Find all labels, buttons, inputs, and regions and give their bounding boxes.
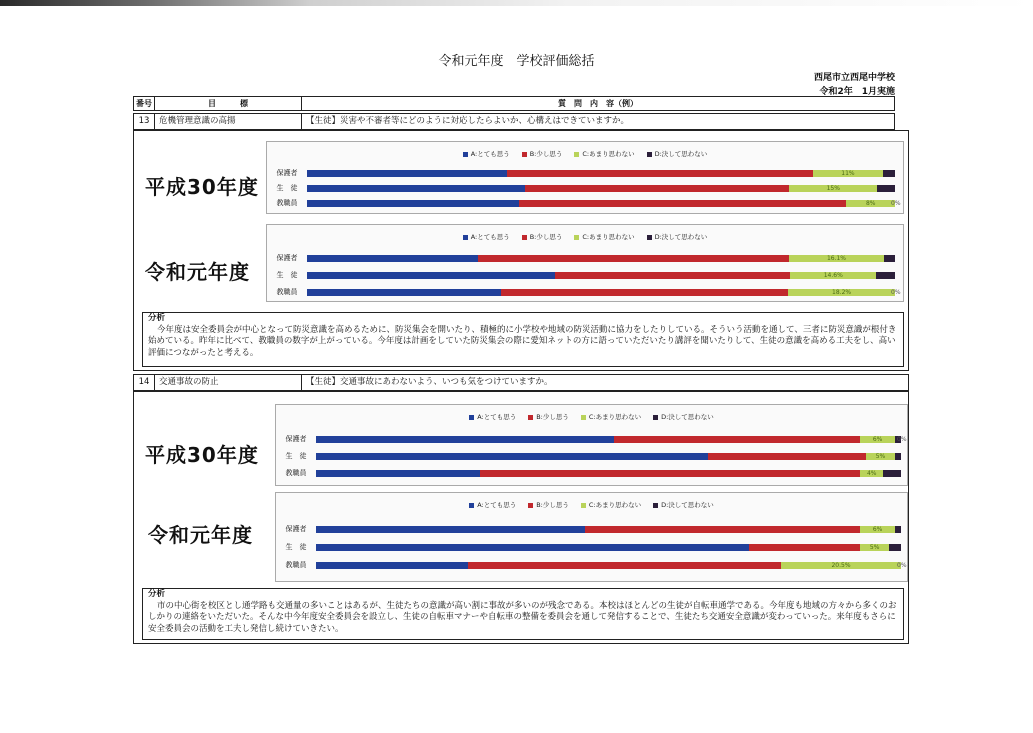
category-label: 教職員: [285, 561, 307, 569]
data-label: 0%: [897, 562, 907, 569]
bar-segment-a: [316, 544, 749, 551]
bar-segment-b: [585, 526, 860, 533]
bar-segment-c: [866, 453, 895, 460]
data-label: 11%: [841, 170, 855, 177]
legend-item: [581, 499, 641, 511]
section-14-analysis-text: 市の中心街を校区とし通学路も交通量の多いことはあるが、生徒たちの意識が高い割に事故が多いのが残念である。本校はほとんどの生徒が自転車通学である。今年度も地域の方々から多くのおしかりの連絡をいただいた。そんな中今年度安全委員会を設立し、生徒の自転車マナーや自転車の整備を委員会を通して発信することで、生徒たち交通安全意識が変わっていった。来年度もさらに安全委員会の活動を工夫し発信し続けていきたい。: [148, 600, 897, 634]
legend-item: [522, 148, 563, 160]
data-label: 16.1%: [826, 255, 846, 262]
legend-label: A:とても思う: [477, 413, 517, 421]
legend-label: A:とても思う: [470, 150, 510, 158]
category-label: 保護者: [285, 435, 307, 443]
legend-item: [528, 499, 569, 511]
bar-segment-c: [813, 170, 884, 177]
stacked-bar: [307, 289, 895, 296]
bar-segment-d: [889, 544, 901, 551]
bar-segment-d: [883, 170, 895, 177]
stacked-bar: [307, 200, 895, 207]
legend-swatch: [469, 503, 474, 508]
bar-segment-c: [860, 436, 895, 443]
section-13-chart-1-year: 平成30年度: [145, 175, 259, 199]
section-13-number: 13: [133, 113, 155, 130]
data-label: 4%: [866, 470, 877, 477]
bar-segment-c: [790, 272, 876, 279]
legend-label: C:あまり思わない: [582, 150, 635, 158]
bar-segment-c: [788, 289, 895, 296]
bar-segment-b: [555, 272, 790, 279]
bar-segment-d: [895, 526, 901, 533]
bar-segment-b: [501, 289, 789, 296]
chart-legend: [276, 411, 907, 423]
bar-segment-c: [781, 562, 901, 569]
chart-legend: [267, 231, 903, 243]
section-13-chart-r1: [266, 224, 904, 302]
section-14-chart-1-year: 平成30年度: [145, 443, 259, 467]
data-label: 8%: [865, 200, 876, 207]
bar-segment-b: [708, 453, 866, 460]
bar-segment-c: [860, 526, 895, 533]
stacked-bar: [316, 544, 901, 551]
bar-segment-c: [789, 255, 884, 262]
bar-segment-a: [307, 200, 519, 207]
legend-swatch: [522, 152, 527, 157]
section-14-analysis: [148, 589, 900, 635]
legend-item: [522, 231, 563, 243]
document-title: 令和元年度 学校評価総括: [438, 54, 595, 69]
bar-segment-d: [877, 185, 895, 192]
legend-swatch: [528, 503, 533, 508]
bar-segment-d: [876, 272, 895, 279]
category-label: 生 徒: [276, 184, 298, 192]
legend-swatch: [463, 152, 468, 157]
legend-label: B:少し思う: [536, 413, 569, 421]
category-label: 生 徒: [285, 452, 307, 460]
legend-swatch: [522, 235, 527, 240]
category-label: 保護者: [276, 169, 298, 177]
legend-item: [469, 411, 516, 423]
bar-segment-c: [860, 470, 883, 477]
section-14-analysis-title: 分析: [148, 589, 166, 599]
section-13-goal: 危機管理意識の高揚: [154, 113, 302, 130]
stacked-bar: [316, 562, 901, 569]
bar-segment-b: [478, 255, 790, 262]
section-13-analysis-text: 今年度は安全委員会が中心となって防災意識を高めるために、防災集会を開いたり、積極的に小学校や地域の防災活動に協力をしたりしている。そういう活動を通して、三者に防災意識が根付き始めている。昨年に比べて、教職員の数字が上がっている。今年度は計画をしていた防災集会の際に愛知ネットの方に語っていただいたり講評を聞いたりして、生徒の意識を高める工夫をし、高い評価につながったと考える。: [148, 324, 897, 358]
legend-label: D:決して思わない: [661, 413, 714, 421]
legend-item: [528, 411, 569, 423]
stacked-bar: [307, 170, 895, 177]
bar-segment-d: [883, 470, 901, 477]
stacked-bar: [307, 255, 895, 262]
legend-label: B:少し思う: [536, 501, 569, 509]
data-label: 18.2%: [832, 289, 852, 296]
legend-swatch: [574, 235, 579, 240]
bar-segment-b: [525, 185, 790, 192]
legend-swatch: [653, 503, 658, 508]
legend-swatch: [581, 503, 586, 508]
bar-segment-a: [307, 170, 507, 177]
legend-swatch: [469, 415, 474, 420]
bar-segment-b: [507, 170, 813, 177]
legend-label: D:決して思わない: [661, 501, 714, 509]
legend-label: B:少し思う: [529, 150, 563, 158]
legend-swatch: [653, 415, 658, 420]
legend-swatch: [574, 152, 579, 157]
header-number: 番号: [133, 96, 155, 111]
survey-date: 令和2年 1月実施: [819, 87, 895, 97]
category-label: 保護者: [285, 525, 307, 533]
legend-label: C:あまり思わない: [588, 501, 642, 509]
section-14-goal: 交通事故の防止: [154, 374, 302, 391]
legend-item: [581, 411, 641, 423]
bar-segment-a: [316, 470, 480, 477]
legend-swatch: [528, 415, 533, 420]
stacked-bar: [316, 526, 901, 533]
section-13-analysis: [148, 313, 900, 359]
legend-item: [463, 148, 510, 160]
bar-segment-c: [789, 185, 877, 192]
bar-segment-b: [749, 544, 860, 551]
legend-swatch: [463, 235, 468, 240]
legend-item: [653, 499, 714, 511]
legend-swatch: [581, 415, 586, 420]
scan-edge-shadow: [0, 0, 1033, 6]
bar-segment-b: [614, 436, 860, 443]
legend-swatch: [647, 152, 652, 157]
legend-item: [574, 231, 634, 243]
data-label: 5%: [869, 544, 880, 551]
section-14-number: 14: [133, 374, 155, 391]
data-label: 0%: [897, 436, 907, 443]
chart-legend: [276, 499, 907, 511]
bar-segment-a: [316, 436, 614, 443]
stacked-bar: [307, 272, 895, 279]
category-label: 保護者: [276, 254, 298, 262]
legend-label: D:決して思わない: [654, 150, 708, 158]
legend-item: [463, 231, 510, 243]
bar-segment-b: [468, 562, 781, 569]
data-label: 20.5%: [831, 562, 851, 569]
data-label: 0%: [891, 289, 901, 296]
section-14-chart-2-year: 令和元年度: [148, 523, 253, 547]
data-label: 6%: [872, 436, 883, 443]
stacked-bar: [316, 436, 901, 443]
legend-swatch: [647, 235, 652, 240]
data-label: 15%: [826, 185, 840, 192]
stacked-bar: [307, 185, 895, 192]
bar-segment-c: [846, 200, 894, 207]
stacked-bar: [316, 453, 901, 460]
category-label: 生 徒: [285, 543, 307, 551]
bar-segment-c: [860, 544, 889, 551]
section-13-chart-h30: [266, 141, 904, 214]
category-label: 教職員: [285, 469, 307, 477]
legend-item: [469, 499, 516, 511]
bar-segment-b: [519, 200, 846, 207]
bar-segment-b: [480, 470, 860, 477]
data-label: 6%: [872, 526, 883, 533]
bar-segment-a: [307, 255, 478, 262]
category-label: 生 徒: [276, 271, 298, 279]
section-14-chart-h30: [275, 404, 908, 486]
bar-segment-a: [316, 562, 468, 569]
bar-segment-a: [307, 185, 525, 192]
bar-segment-a: [307, 289, 501, 296]
header-goal: 目 標: [154, 96, 302, 111]
legend-label: B:少し思う: [529, 233, 563, 241]
legend-item: [647, 148, 708, 160]
legend-label: A:とても思う: [470, 233, 510, 241]
bar-segment-a: [316, 453, 708, 460]
legend-item: [647, 231, 708, 243]
bar-segment-a: [307, 272, 555, 279]
category-label: 教職員: [276, 288, 298, 296]
bar-segment-d: [884, 255, 895, 262]
section-14-question: 【生徒】交通事故にあわないよう、いつも気をつけていますか。: [301, 374, 909, 391]
stacked-bar: [316, 470, 901, 477]
section-13-chart-2-year: 令和元年度: [145, 260, 250, 284]
bar-segment-d: [895, 453, 901, 460]
legend-label: D:決して思わない: [654, 233, 708, 241]
school-name: 西尾市立西尾中学校: [813, 73, 895, 83]
chart-legend: [267, 148, 903, 160]
legend-label: A:とても思う: [477, 501, 517, 509]
category-label: 教職員: [276, 199, 298, 207]
legend-label: C:あまり思わない: [582, 233, 635, 241]
section-14-chart-r1: [275, 492, 908, 582]
data-label: 0%: [891, 200, 901, 207]
legend-label: C:あまり思わない: [588, 413, 642, 421]
data-label: 14.6%: [823, 272, 843, 279]
section-13-analysis-title: 分析: [148, 313, 166, 323]
legend-item: [574, 148, 634, 160]
section-13-question: 【生徒】災害や不審者等にどのように対応したらよいか、心構えはできていますか。: [301, 113, 895, 130]
bar-segment-a: [316, 526, 585, 533]
legend-item: [653, 411, 714, 423]
header-question: 質 問 内 容（例）: [301, 96, 895, 111]
data-label: 5%: [875, 453, 886, 460]
